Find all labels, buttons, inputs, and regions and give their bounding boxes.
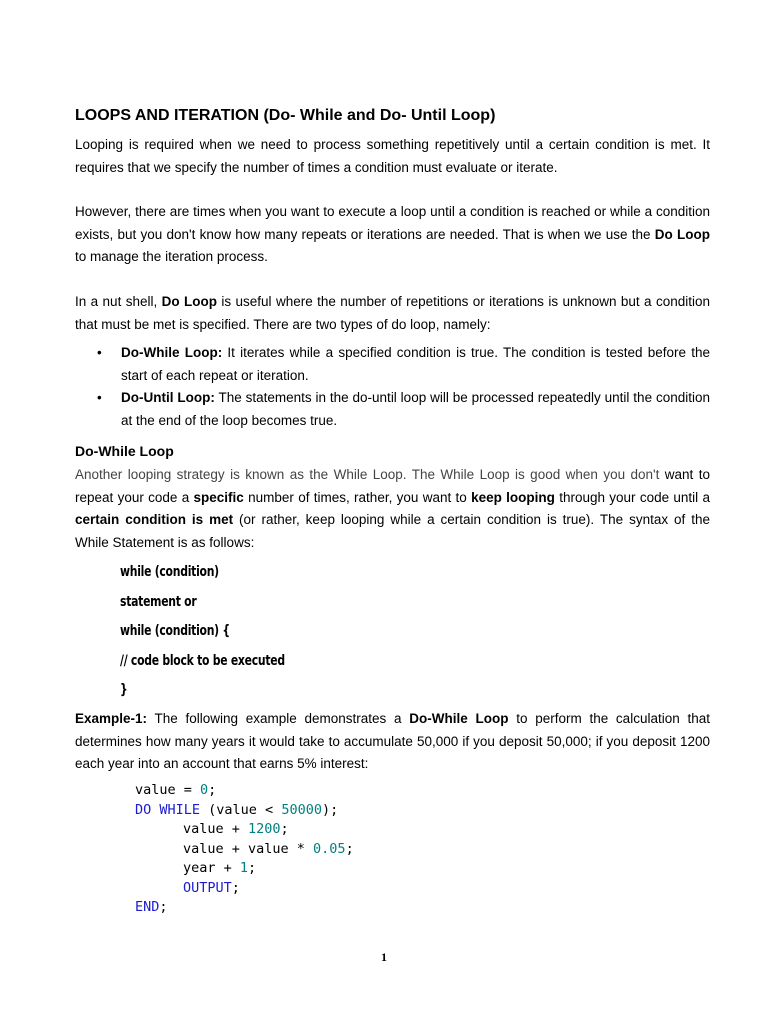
text-run: through your code until a [554,489,710,505]
text-run: However, there are times when you want to execute a loop until a condition is reached or while a condition exists, but you don't know how many repeats or iterations are needed. That is when we use the [75,204,710,242]
code-line [135,859,354,879]
do-loop-paragraph [75,201,710,269]
example-paragraph [75,708,710,776]
code-text: year + [183,860,240,876]
code-line [135,820,354,840]
while-loop-paragraph [75,464,710,554]
text-run: is useful where the number of repetitions or iterations is unknown but a condition that must be met is specified. There are two types of do loop, namely: [75,294,710,332]
bold-term: certain condition is met [75,512,234,527]
code-number: 1 [239,860,249,876]
syntax-line: while (condition) [120,564,219,580]
code-line [135,879,354,899]
code-text: ; [208,782,217,798]
code-text: ; [231,879,240,896]
text-run: to manage the iteration process. [75,249,268,264]
code-number: 0.05 [313,840,346,857]
code-keyword: DO WHILE [135,801,201,818]
code-text: ; [248,860,257,876]
code-text: (value < [200,801,282,818]
code-block [135,781,354,918]
code-number: 1200 [248,821,281,837]
page-title: LOOPS AND ITERATION (Do- While and Do- Until Loop) [75,107,496,124]
bold-term: Do Loop [654,226,711,242]
code-number: 0 [200,782,209,798]
code-text: value = [135,782,201,798]
text-run: In a nut shell, [75,294,162,309]
bullet-text: The statements in the do-until loop will be processed repeatedly until the condition at the end of the loop becomes true. [121,390,710,428]
bold-term: specific [193,489,244,505]
syntax-line: statement or [120,593,197,610]
code-text: ; [280,821,289,837]
text-run: want to repeat your code a [75,467,710,505]
code-text: ); [321,801,339,818]
code-text: value + value * [183,840,314,857]
bullet-term: Do-Until Loop: [121,390,215,405]
bullet-icon: • [97,345,102,360]
grey-text-run: Another looping strategy is known as the While Loop. The While Loop is good when you don't [75,467,660,482]
text-run: (or rather, keep looping while a certain condition is true). The syntax of the While Statement is as follows: [75,512,710,550]
code-text: ; [345,840,354,857]
code-line [135,781,354,801]
nutshell-paragraph [75,291,710,336]
loop-types-list [75,342,710,432]
intro-paragraph: Looping is required when we need to process something repetitively until a certain condition is met. It requires that we specify the number of times a condition must evaluate or iterate. [75,137,710,175]
text-run: The following example demonstrates a [147,711,410,726]
code-keyword: OUTPUT [183,879,232,896]
text-run: number of times, rather, you want to [243,489,472,505]
code-line [135,840,354,860]
bold-term: Do Loop [161,294,217,309]
list-item [75,342,710,387]
syntax-line: while (condition) { [120,623,230,639]
bold-term: Do-While Loop [409,711,509,726]
code-keyword: END [135,899,160,915]
syntax-line: } [120,682,128,698]
syntax-block [120,558,285,706]
syntax-line: // code block to be executed [120,652,285,669]
bold-term: keep looping [471,489,555,505]
example-label: Example-1: [75,711,148,726]
bullet-text: It iterates while a specified condition is true. The condition is tested before the start of each repeat or iteration. [121,345,710,383]
code-number: 50000 [281,801,322,818]
section-heading: Do-While Loop [75,443,174,459]
code-text: value + [183,821,249,837]
page-number: 1 [381,950,387,964]
code-text: ; [159,899,168,915]
bullet-term: Do-While Loop: [121,345,223,360]
text-run: to perform the calculation that determines how many years it would take to accumulate 50,000 if you deposit 50,000; if you deposit 1200 each year into an account that earns 5% interest: [75,711,710,771]
list-item [75,387,710,432]
code-line [135,801,354,821]
bullet-icon: • [97,390,102,405]
code-line [135,898,354,918]
